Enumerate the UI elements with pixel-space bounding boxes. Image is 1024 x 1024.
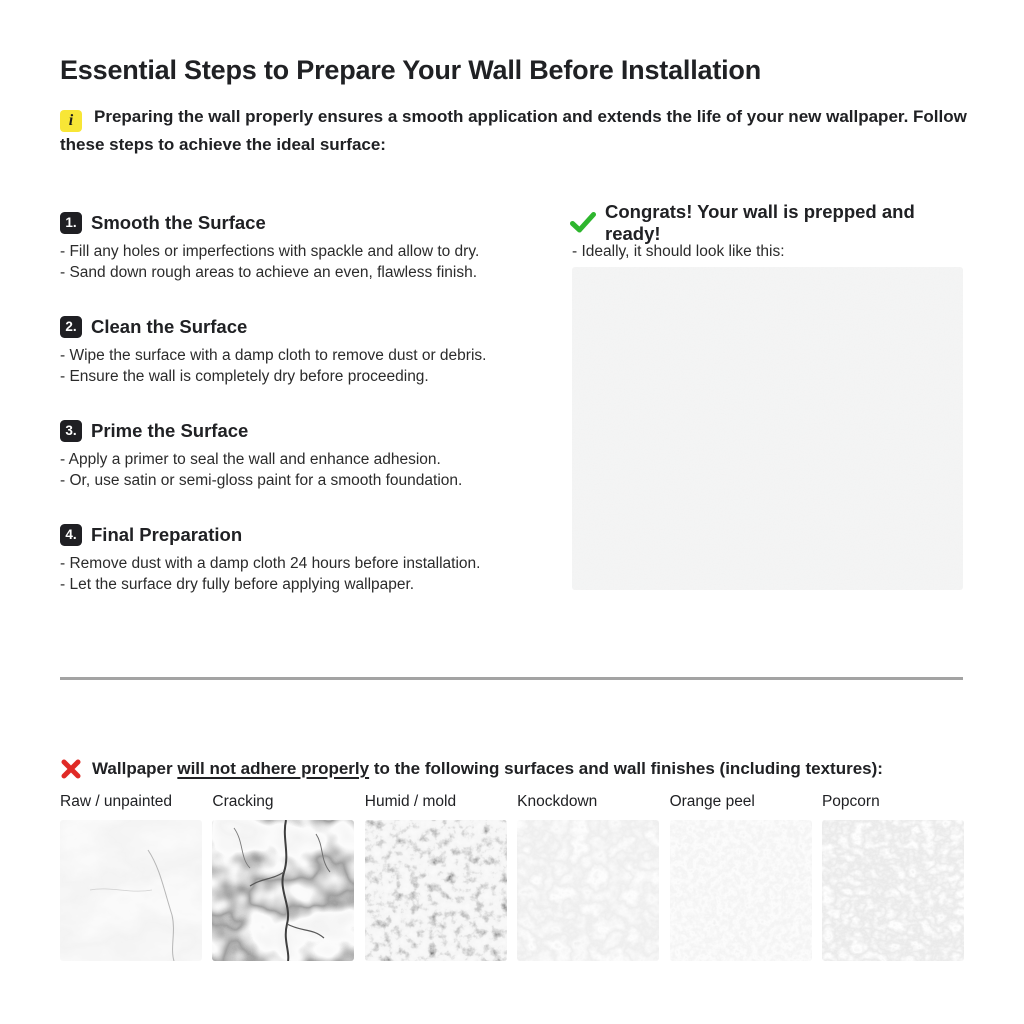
texture-tiles: [60, 793, 964, 961]
step-clean-the-surface: [60, 315, 532, 387]
intro-paragraph: [60, 104, 970, 157]
step-smooth-the-surface: [60, 211, 532, 283]
step-1-line-1: - Fill any holes or imperfections with spackle and allow to dry.: [60, 243, 480, 260]
texture-label-humid-mold: Humid / mold: [364, 793, 457, 810]
texture-label-knockdown: Knockdown: [517, 793, 598, 810]
step-2-line-1: - Wipe the surface with a damp cloth to remove dust or debris.: [60, 347, 487, 364]
x-icon: [60, 758, 82, 780]
texture-knockdown: [517, 793, 659, 961]
step-4-line-2: - Let the surface dry fully before applying wallpaper.: [60, 576, 415, 593]
intro-text: Preparing the wall properly ensures a smooth application and extends the life of your new wallpaper. Follow these steps to achieve the ideal surface:: [60, 107, 967, 154]
texture-humid-mold: [365, 793, 507, 961]
warning-text: [92, 759, 883, 779]
step-1-number-badge: 1.: [60, 212, 82, 234]
step-4-title: Final Preparation: [91, 523, 243, 545]
check-icon: [570, 212, 596, 233]
step-3-line-1: - Apply a primer to seal the wall and enhance adhesion.: [60, 451, 441, 468]
texture-image-cracking: [212, 820, 354, 961]
texture-image-knockdown: [517, 820, 659, 961]
step-final-preparation: [60, 523, 532, 595]
prepped-wall-image: [572, 267, 963, 590]
step-1-line-2: - Sand down rough areas to achieve an even, flawless finish.: [60, 264, 478, 281]
texture-popcorn: [822, 793, 964, 961]
texture-label-popcorn: Popcorn: [821, 793, 880, 810]
step-4-number-badge: 4.: [60, 524, 82, 546]
texture-image-humid-mold: [365, 820, 507, 961]
step-4-line-1: - Remove dust with a damp cloth 24 hours before installation.: [60, 555, 481, 572]
texture-image-raw-unpainted: [60, 820, 202, 961]
step-3-line-2: - Or, use satin or semi-gloss paint for a smooth foundation.: [60, 472, 463, 489]
step-prime-the-surface: [60, 419, 532, 491]
texture-label-cracking: Cracking: [212, 793, 274, 810]
step-1-title: Smooth the Surface: [91, 211, 266, 233]
step-2-number-badge: 2.: [60, 316, 82, 338]
step-3-title: Prime the Surface: [91, 419, 249, 441]
warning-prefix: Wallpaper: [92, 759, 178, 778]
texture-image-popcorn: [822, 820, 964, 961]
success-title: Congrats! Your wall is prepped and ready!: [605, 200, 915, 244]
texture-cracking: [212, 793, 354, 961]
steps-column: [60, 211, 532, 627]
texture-label-orange-peel: Orange peel: [669, 793, 755, 810]
result-column: [570, 200, 964, 590]
info-icon: i: [60, 110, 82, 132]
step-3-number-badge: 3.: [60, 420, 82, 442]
texture-image-orange-peel: [670, 820, 812, 961]
success-subtitle: - Ideally, it should look like this:: [572, 243, 785, 260]
warning-emphasis: will not adhere properly: [177, 759, 370, 778]
texture-raw-unpainted: [60, 793, 202, 961]
warning-section: [60, 757, 964, 961]
texture-orange-peel: [670, 793, 812, 961]
step-2-line-2: - Ensure the wall is completely dry before proceeding.: [60, 368, 429, 385]
warning-suffix: to the following surfaces and wall finishes (including textures):: [369, 759, 883, 778]
texture-label-raw-unpainted: Raw / unpainted: [60, 793, 173, 810]
page-title: Essential Steps to Prepare Your Wall Before Installation: [60, 55, 761, 85]
step-2-title: Clean the Surface: [91, 315, 248, 337]
section-divider: [60, 677, 963, 680]
